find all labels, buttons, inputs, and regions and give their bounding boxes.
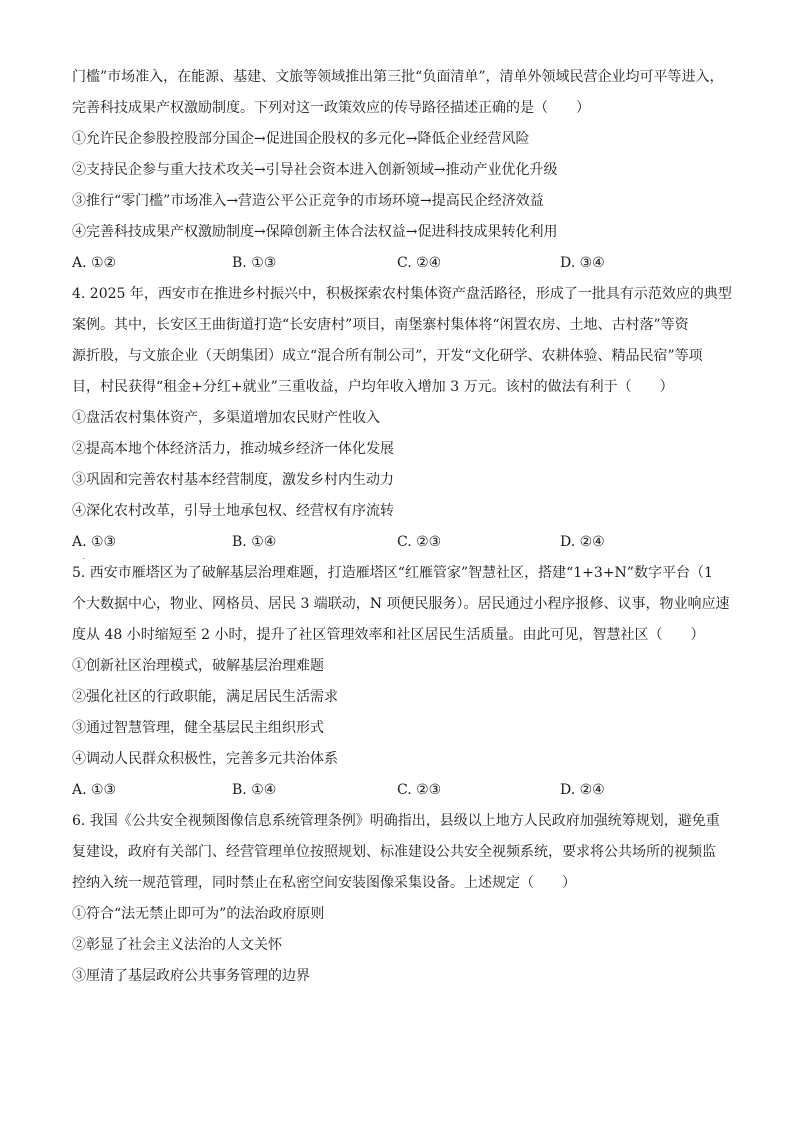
option-a: A. ①② (72, 255, 117, 271)
statement-item: ④深化农村改革，引导土地承包权、经营权有序流转 (72, 503, 394, 519)
question-6 (72, 806, 740, 992)
exam-page (72, 62, 740, 992)
statement-item: ③推行“零门槛”市场准入→营造公平公正竞争的市场环境→提高民企经济效益 (72, 193, 544, 209)
option-d: D. ②④ (560, 534, 605, 550)
question-stem-line: 6. 我国《公共安全视频图像信息系统管理条例》明确指出，县级以上地方人民政府加强统筹规划，避免重 (72, 813, 720, 829)
question-stem-line: 复建设，政府有关部门、经营管理单位按照规划、标准建设公共安全视频系统，要求将公共场所的视频监 (72, 844, 716, 860)
option-c: C. ②③ (397, 782, 442, 798)
statement-item: ②彰显了社会主义法治的人文关怀 (72, 937, 282, 953)
question-stem-line: 案例。其中，长安区王曲街道打造“长安唐村”项目，南堡寨村集体将“闲置农房、土地、古村落”等资 (72, 317, 689, 333)
statement-item: ③巩固和完善农村基本经营制度，激发乡村内生动力 (72, 472, 394, 488)
question-stem-line: 度从 48 小时缩短至 2 小时，提升了社区管理效率和社区居民生活质量。由此可见，智慧社区（ ） (72, 627, 705, 643)
question-stem-line: 目，村民获得“租金+分红+就业”三重收益，户均年收入增加 3 万元。该村的做法有利于（ ） (72, 379, 674, 395)
question-4 (72, 279, 740, 561)
question-stem-line: 4. 2025 年，西安市在推进乡村振兴中，积极探索农村集体资产盘活路径，形成了一批具有示范效应的典型 (72, 286, 732, 302)
option-c: C. ②③ (397, 534, 442, 550)
option-b: B. ①③ (232, 255, 277, 271)
question-stem-line: 5. 西安市雁塔区为了破解基层治理难题，打造雁塔区“红雁管家”智慧社区，搭建“1+3+N”数字平台（1 (72, 565, 713, 581)
question-stem-line: 控纳入统一规范管理，同时禁止在私密空间安装图像采集设备。上述规定（ ） (72, 875, 576, 891)
answer-options (72, 527, 740, 561)
statement-item: ③通过智慧管理，健全基层民主组织形式 (72, 720, 324, 736)
option-b: B. ①④ (232, 782, 277, 798)
option-d: D. ②④ (560, 782, 605, 798)
option-d: D. ③④ (560, 255, 605, 271)
statement-item: ④调动人民群众积极性，完善多元共治体系 (72, 751, 338, 767)
statement-item: ②强化社区的行政职能，满足居民生活需求 (72, 689, 338, 705)
question-stem-line: 门槛”市场准入，在能源、基建、文旅等领域推出第三批“负面清单”，清单外领域民营企业均可平等进入， (72, 69, 724, 85)
answer-options (72, 775, 740, 806)
statement-item: ①创新社区治理模式，破解基层治理难题 (72, 658, 324, 674)
statement-item: ①允许民企参股控股部分国企→促进国企股权的多元化→降低企业经营风险 (72, 131, 530, 147)
question-5 (72, 558, 740, 806)
question-stem-line: 源折股，与文旅企业（天朗集团）成立“混合所有制公司”，开发“文化研学、农耕体验、精品民宿”等项 (72, 348, 703, 364)
statement-item: ①符合“法无禁止即可为”的法治政府原则 (72, 906, 325, 922)
option-c: C. ②④ (397, 255, 442, 271)
statement-item: ①盘活农村集体资产，多渠道增加农民财产性收入 (72, 410, 380, 426)
option-a: A. ①③ (72, 534, 117, 550)
statement-item: ②支持民企参与重大技术攻关→引导社会资本进入创新领域→推动产业优化升级 (72, 162, 558, 178)
question-stem-line: 个大数据中心，物业、网格员、居民 3 端联动，N 项便民服务）。居民通过小程序报修、议事，物业响应速 (72, 596, 730, 612)
option-a: A. ①③ (72, 782, 117, 798)
option-b: B. ①④ (232, 534, 277, 550)
stray-mark: . (82, 552, 85, 561)
question-3 (72, 62, 740, 279)
answer-options (72, 248, 740, 279)
question-stem-line: 完善科技成果产权激励制度。下列对这一政策效应的传导路径描述正确的是（ ） (72, 100, 590, 116)
statement-item: ②提高本地个体经济活力，推动城乡经济一体化发展 (72, 441, 394, 457)
statement-item: ③厘清了基层政府公共事务管理的边界 (72, 968, 310, 984)
statement-item: ④完善科技成果产权激励制度→保障创新主体合法权益→促进科技成果转化利用 (72, 224, 558, 240)
